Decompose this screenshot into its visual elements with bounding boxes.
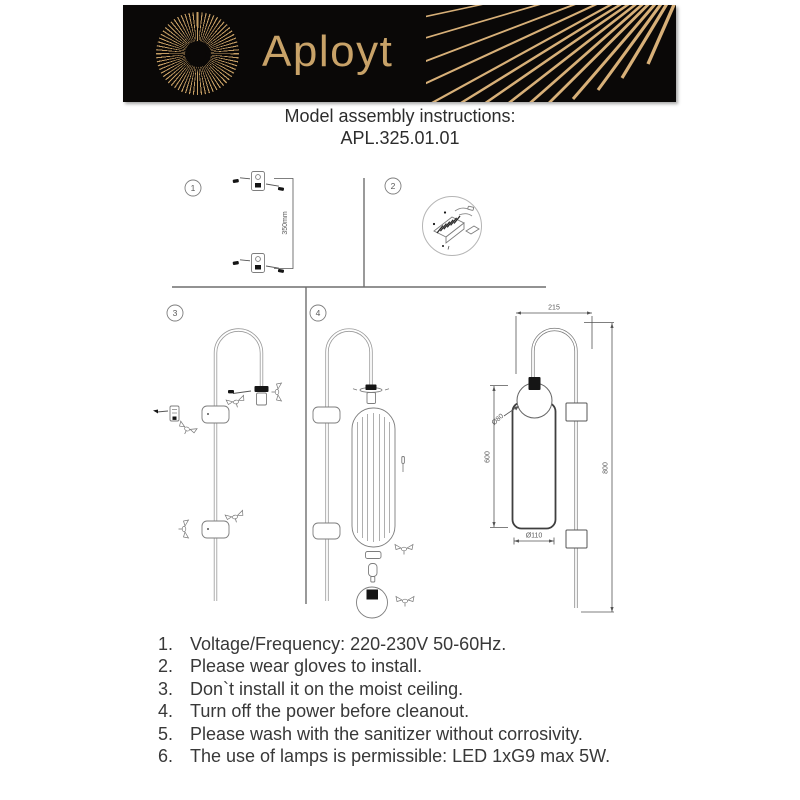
lamp-frame [216, 330, 262, 601]
wall-bracket-bottom [233, 254, 285, 274]
svg-text:Ø110: Ø110 [525, 532, 543, 540]
item-text: Voltage/Frequency: 220-230V 50-60Hz. [190, 634, 507, 654]
step1-diagram [185, 172, 293, 274]
dim-shade-diameter [514, 533, 554, 545]
g9-bulb [369, 564, 378, 577]
wall-bracket-top [233, 172, 285, 192]
page-title: Model assembly instructions: [284, 106, 516, 126]
list-item [158, 633, 610, 655]
item-number: 6. [158, 746, 174, 767]
item-number: 1. [158, 634, 174, 654]
dimension-drawing [485, 305, 615, 613]
step2-diagram [385, 178, 482, 256]
socket-assembly [353, 385, 389, 404]
item-number: 3. [158, 678, 174, 699]
dim-arc-width [516, 305, 592, 375]
list-item [158, 678, 610, 700]
item-number: 4. [158, 701, 174, 722]
list-item [158, 723, 610, 745]
step-3-label: 3 [172, 308, 178, 318]
svg-text:600: 600 [484, 451, 492, 463]
item-text: The use of lamps is permissible: LED 1xG9 max 5W. [190, 746, 611, 767]
list-item [158, 700, 610, 722]
svg-text:800: 800 [602, 462, 610, 474]
step3-diagram [153, 305, 282, 601]
item-number: 5. [158, 723, 174, 744]
svg-text:215: 215 [548, 304, 560, 312]
step-4-label: 4 [315, 308, 321, 318]
glass-shade [352, 408, 395, 547]
brand-name: Aployt [262, 26, 394, 76]
wiring-detail-icon [423, 197, 482, 256]
dim-shade-height [485, 386, 509, 528]
item-text: Don`t install it on the moist ceiling. [190, 678, 464, 699]
lamp-outline [513, 329, 588, 608]
dim-bracket-spacing: 350mm [282, 211, 289, 235]
pole-bracket-lower [179, 510, 246, 538]
item-text: Turn off the power before cleanout. [190, 701, 470, 722]
step4-diagram [310, 305, 414, 618]
list-item [158, 745, 610, 767]
item-number: 2. [158, 656, 174, 677]
step-1-label: 1 [190, 183, 196, 193]
instruction-list [158, 633, 610, 767]
list-item [158, 655, 610, 677]
pole-bracket-upper [153, 395, 246, 437]
step-2-label: 2 [390, 181, 396, 191]
dim-total-height [581, 323, 614, 613]
model-code: APL.325.01.01 [340, 127, 460, 148]
item-text: Please wash with the sanitizer without corrosivity. [190, 723, 583, 744]
svg-text:Ø80: Ø80 [490, 412, 506, 427]
item-text: Please wear gloves to install. [190, 656, 423, 677]
